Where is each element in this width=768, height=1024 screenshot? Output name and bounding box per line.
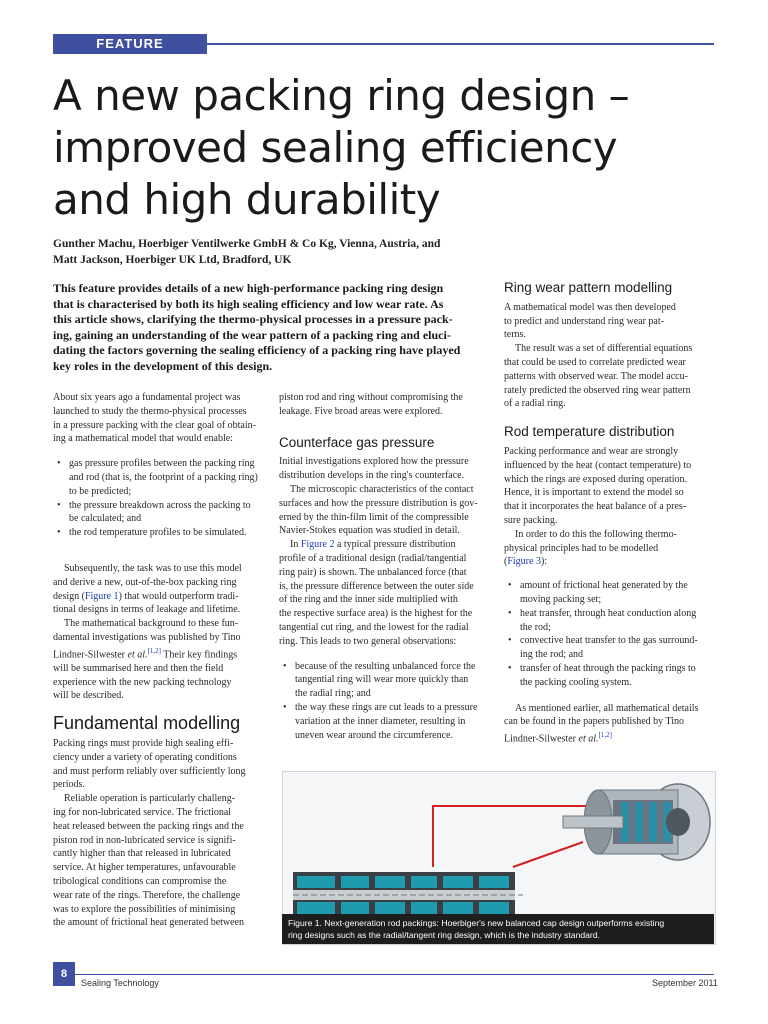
body-line: The microscopic characteristics of the contact — [290, 483, 474, 495]
bullet-item: • the way these rings are cut leads to a pressure — [283, 701, 478, 713]
body-line: Navier-Stokes equation was studied in detail. — [279, 525, 460, 537]
body-line: experience with the new packing technology — [53, 676, 232, 688]
footer-rule — [75, 974, 714, 975]
lead-line: this article shows, clarifying the thermo-physical processes in a pressure pack- — [53, 312, 453, 326]
body-line: As mentioned earlier, all mathematical details — [515, 702, 699, 714]
column-3 — [504, 281, 716, 746]
author-line: Matt Jackson, Hoerbiger UK Ltd, Bradford, UK — [53, 254, 292, 266]
lead-line: that is characterised by both its high sealing efficiency and low wear rate. As — [53, 296, 444, 311]
body-line: Lindner-Silwester et al.[1,2] — [504, 731, 612, 745]
body-line: sure packing. — [504, 514, 558, 526]
section-heading: Rod temperature distribution — [504, 424, 675, 440]
body-line: A mathematical model was then developed — [504, 301, 676, 313]
body-line: ing a mathematical model that would enable: — [53, 433, 233, 445]
title-line: improved sealing efficiency — [53, 123, 618, 172]
body-line: will be described. — [53, 690, 124, 702]
body-line: wear rate of the rings. Therefore, the challenge — [53, 889, 241, 901]
body-line: that it incorporates the heat balance of a pres- — [504, 501, 687, 513]
column-1 — [53, 391, 268, 930]
column-2 — [279, 391, 491, 742]
body-line: piston rod and ring without compromising the — [279, 392, 463, 403]
body-line: damental investigations was published by Tino — [53, 631, 241, 643]
body-line: patterns with observed wear. The model accu- — [504, 370, 688, 382]
body-line: Packing rings must provide high sealing effi- — [53, 738, 234, 750]
page-number: 8 — [53, 962, 75, 986]
body-line: heat released between the packing rings and the — [53, 820, 244, 832]
body-line: terns. — [504, 329, 526, 341]
bullet-item-cont: the radial ring; and — [295, 688, 371, 700]
header-rule — [207, 43, 714, 45]
body-line: the amount of frictional heat generated between — [53, 917, 245, 929]
title-line: and high durability — [53, 175, 441, 224]
body-line: tional designs in terms of leakage and lifetime. — [53, 604, 241, 616]
body-line: which the rings are exposed during operation. — [504, 473, 688, 485]
body-line: ing for non-lubricated service. The frictional — [53, 807, 232, 819]
body-line: ciency under a variety of operating conditions — [53, 751, 237, 763]
bullet-item-cont: the rod; — [520, 621, 551, 633]
body-line: ring. This leads to two general observations: — [279, 635, 457, 647]
body-line: was to explore the possibilities of minimising — [53, 903, 236, 915]
lead-paragraph — [53, 281, 486, 374]
body-line: profile of a traditional design (radial/tangential — [279, 552, 467, 564]
bullet-item-cont: the packing cooling system. — [520, 676, 632, 688]
lead-line: dating the factors governing the sealing efficiency of a packing ring have played — [53, 343, 461, 357]
body-line: distribution develops in the ring's counterface. — [279, 470, 465, 482]
bullet-item-cont: tangential ring will wear more quickly than — [295, 674, 469, 686]
body-line: physical principles had to be modelled — [504, 542, 659, 554]
bullet-item: • gas pressure profiles between the packing ring — [57, 458, 255, 470]
body-line: influenced by the heat (contact temperature) to — [504, 459, 692, 471]
bullet-item-cont: variation at the inner diameter, resulting in — [295, 715, 466, 727]
bullet-item: • the rod temperature profiles to be simulated. — [57, 527, 247, 539]
body-line: About six years ago a fundamental project was — [53, 392, 241, 403]
body-line: In order to do this the following thermo- — [515, 528, 677, 540]
body-line: Hence, it is important to extend the model so — [504, 487, 684, 499]
body-line: The mathematical background to these fun- — [64, 618, 239, 630]
section-heading: Counterface gas pressure — [279, 434, 435, 450]
reference-link[interactable]: [1,2] — [147, 646, 161, 655]
body-line: to predict and understand ring wear pat- — [504, 315, 664, 327]
body-line: launched to study the thermo-physical processes — [53, 405, 247, 417]
body-line: The result was a set of differential equations — [515, 343, 693, 355]
body-line: Reliable operation is particularly challeng- — [64, 793, 236, 805]
bullet-item-cont: and rod (that is, the footprint of a packing ring) — [69, 471, 258, 483]
lead-line: This feature provides details of a new high-performance packing ring design — [53, 281, 444, 295]
body-line: of a radial ring. — [504, 398, 566, 410]
body-line: erned by the thin-film limit of the compressible — [279, 511, 469, 523]
cross-section-assembly — [293, 872, 523, 918]
section-heading: Fundamental modelling — [53, 713, 241, 734]
figure-2-link[interactable]: Figure 2 — [300, 539, 335, 551]
body-line: the respective surface area) is the highest for the — [279, 608, 473, 620]
caption-line: Figure 1. Next-generation rod packings: Hoerbiger's new balanced cap design outperforms existing — [288, 918, 665, 928]
feature-label: FEATURE — [53, 34, 207, 54]
journal-name: Sealing Technology — [81, 978, 159, 988]
reference-link[interactable]: [1,2] — [598, 731, 612, 740]
body-line: that could be used to correlate predicted wear — [504, 356, 686, 368]
body-line: periods. — [53, 779, 85, 791]
body-line: Packing performance and wear are strongly — [504, 445, 679, 457]
bullet-item: • convective heat transfer to the gas surround- — [508, 635, 698, 647]
bullet-item: • the pressure breakdown across the packing to — [57, 499, 251, 511]
figure-3-link[interactable]: Figure 3 — [507, 556, 541, 568]
body-line: In Figure 2 a typical pressure distribution — [290, 539, 456, 551]
bullet-item-cont: uneven wear around the circumference. — [295, 729, 453, 741]
body-line: of the ring and the inner side multiplied with — [279, 594, 458, 606]
body-line: ring pair) is shown. The unbalanced force (that — [279, 566, 467, 578]
body-line: will be summarised here and then the field — [53, 662, 224, 674]
caption-line: ring designs such as the radial/tangent ring design, which is the industry standard. — [288, 929, 600, 940]
bullet-item: • transfer of heat through the packing rings to — [508, 662, 696, 674]
section-heading: Ring wear pattern modelling — [504, 280, 673, 295]
body-line: surfaces and how the pressure distribution is gov- — [279, 497, 478, 509]
body-line: (Figure 3): — [504, 556, 548, 568]
title-line: A new packing ring design – — [53, 71, 630, 120]
bullet-item-cont: be calculated; and — [69, 513, 142, 525]
body-line: can be found in the papers published by Tino — [504, 716, 684, 728]
bullet-item-cont: ing the rod; and — [520, 649, 584, 661]
body-line: and derive a new, out-of-the-box packing ring — [53, 576, 237, 588]
bullet-item: • heat transfer, through heat conduction along — [508, 607, 697, 619]
body-line: and must perform reliably over sufficiently long — [53, 765, 246, 777]
body-line: Subsequently, the task was to use this model — [64, 562, 242, 574]
figure-1-caption — [282, 914, 714, 944]
author-line: Gunther Machu, Hoerbiger Ventilwerke GmbH & Co Kg, Vienna, Austria, and — [53, 238, 441, 250]
body-line: piston rod in non-lubricated service is signifi- — [53, 834, 236, 846]
bullet-item-cont: to be predicted; — [69, 485, 132, 497]
body-line: design (Figure 1) that would outperform tradi- — [53, 590, 239, 602]
body-line: in a pressure packing with the clear goal of obtain- — [53, 419, 256, 431]
body-line: tribological conditions can compromise the — [53, 876, 227, 888]
issue-date: September 2011 — [652, 978, 718, 988]
lead-line: key roles in the development of this design. — [53, 358, 273, 373]
bullet-item-cont: moving packing set; — [520, 593, 602, 605]
body-line: cantly higher than that released in lubricated — [53, 848, 231, 860]
lead-line: ing, gaining an understanding of the wear pattern of a packing ring and eluci- — [53, 327, 451, 342]
bullet-item: • because of the resulting unbalanced force the — [283, 660, 476, 672]
bullet-item: • amount of frictional heat generated by the — [508, 580, 688, 592]
body-line: Lindner-Silwester et al.[1,2] Their key findings — [53, 646, 238, 661]
article-title — [53, 70, 713, 226]
body-line: Initial investigations explored how the pressure — [279, 456, 469, 468]
authors — [53, 236, 493, 268]
figure-1-link[interactable]: Figure 1 — [84, 590, 119, 602]
body-line: tangential cut ring, and the lowest for the radial — [279, 621, 469, 633]
body-line: leakage. Five broad areas were explored. — [279, 405, 443, 417]
body-line: is, the pressure difference between the outer side — [279, 580, 474, 592]
body-line: service. At higher temperatures, unfavourable — [53, 862, 236, 874]
body-line: rately predicted the observed ring wear pattern — [504, 384, 691, 396]
